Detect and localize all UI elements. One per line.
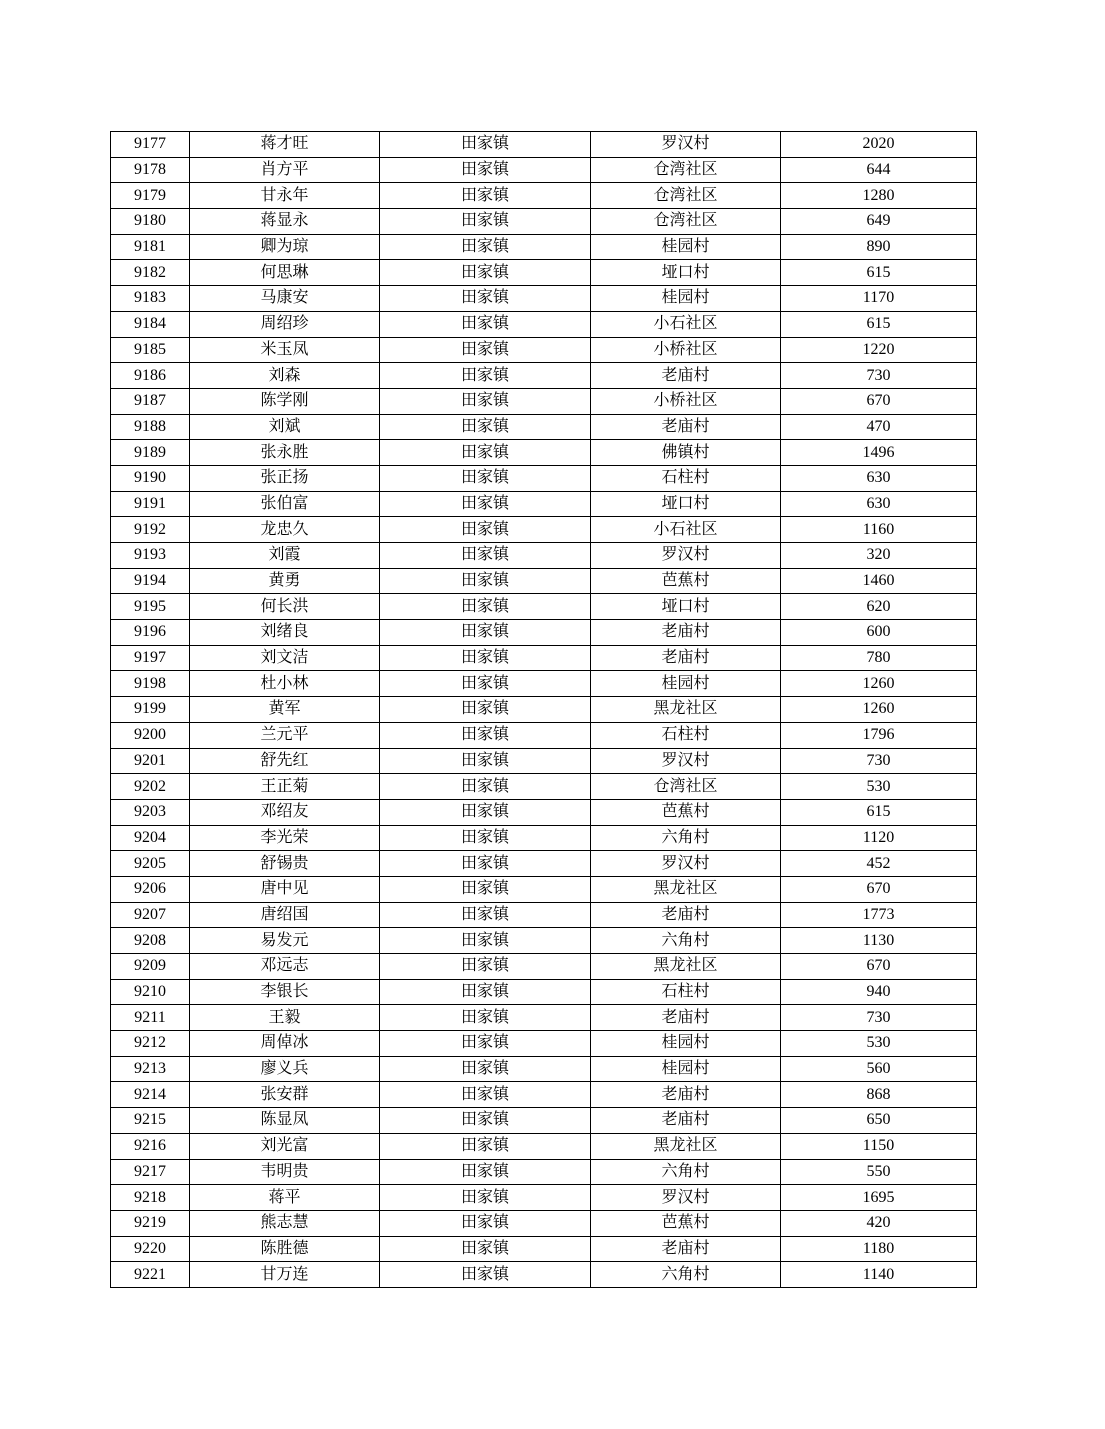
amount-cell: 649	[781, 209, 977, 235]
table-row	[111, 234, 977, 260]
village-cell: 罗汉村	[591, 543, 781, 569]
amount-cell: 1120	[781, 825, 977, 851]
town-cell: 田家镇	[380, 620, 591, 646]
village-cell: 六角村	[591, 1159, 781, 1185]
id-cell: 9199	[111, 697, 190, 723]
amount-cell: 670	[781, 954, 977, 980]
name-cell: 邓绍友	[190, 799, 380, 825]
village-cell: 黑龙社区	[591, 697, 781, 723]
village-cell: 黑龙社区	[591, 1133, 781, 1159]
amount-cell: 1160	[781, 517, 977, 543]
town-cell: 田家镇	[380, 1210, 591, 1236]
id-cell: 9185	[111, 337, 190, 363]
name-cell: 周绍珍	[190, 311, 380, 337]
table-row	[111, 671, 977, 697]
id-cell: 9210	[111, 979, 190, 1005]
amount-cell: 320	[781, 543, 977, 569]
amount-cell: 890	[781, 234, 977, 260]
village-cell: 小石社区	[591, 517, 781, 543]
amount-cell: 670	[781, 388, 977, 414]
amount-cell: 670	[781, 876, 977, 902]
id-cell: 9200	[111, 722, 190, 748]
name-cell: 陈胜德	[190, 1236, 380, 1262]
village-cell: 罗汉村	[591, 748, 781, 774]
id-cell: 9212	[111, 1031, 190, 1057]
amount-cell: 1280	[781, 183, 977, 209]
table-row	[111, 1262, 977, 1288]
table-row	[111, 620, 977, 646]
table-row	[111, 851, 977, 877]
town-cell: 田家镇	[380, 774, 591, 800]
table-row	[111, 568, 977, 594]
id-cell: 9220	[111, 1236, 190, 1262]
name-cell: 蒋平	[190, 1185, 380, 1211]
id-cell: 9189	[111, 440, 190, 466]
name-cell: 张正扬	[190, 465, 380, 491]
name-cell: 杜小林	[190, 671, 380, 697]
id-cell: 9201	[111, 748, 190, 774]
id-cell: 9179	[111, 183, 190, 209]
town-cell: 田家镇	[380, 517, 591, 543]
amount-cell: 1150	[781, 1133, 977, 1159]
amount-cell: 615	[781, 311, 977, 337]
town-cell: 田家镇	[380, 1133, 591, 1159]
village-cell: 石柱村	[591, 722, 781, 748]
id-cell: 9182	[111, 260, 190, 286]
id-cell: 9184	[111, 311, 190, 337]
amount-cell: 940	[781, 979, 977, 1005]
table-row	[111, 645, 977, 671]
amount-cell: 730	[781, 1005, 977, 1031]
name-cell: 蒋才旺	[190, 132, 380, 158]
table-row	[111, 543, 977, 569]
town-cell: 田家镇	[380, 1185, 591, 1211]
id-cell: 9215	[111, 1108, 190, 1134]
village-cell: 仓湾社区	[591, 209, 781, 235]
id-cell: 9202	[111, 774, 190, 800]
name-cell: 蒋显永	[190, 209, 380, 235]
table-row	[111, 1056, 977, 1082]
table-row	[111, 209, 977, 235]
village-cell: 佛镇村	[591, 440, 781, 466]
name-cell: 刘斌	[190, 414, 380, 440]
village-cell: 小桥社区	[591, 337, 781, 363]
name-cell: 黄勇	[190, 568, 380, 594]
amount-cell: 1260	[781, 697, 977, 723]
town-cell: 田家镇	[380, 311, 591, 337]
table-row	[111, 594, 977, 620]
table-row	[111, 799, 977, 825]
town-cell: 田家镇	[380, 748, 591, 774]
table-row	[111, 260, 977, 286]
name-cell: 马康安	[190, 286, 380, 312]
village-cell: 桂园村	[591, 671, 781, 697]
village-cell: 老庙村	[591, 1108, 781, 1134]
village-cell: 罗汉村	[591, 132, 781, 158]
town-cell: 田家镇	[380, 209, 591, 235]
town-cell: 田家镇	[380, 1082, 591, 1108]
name-cell: 李光荣	[190, 825, 380, 851]
amount-cell: 1695	[781, 1185, 977, 1211]
amount-cell: 1260	[781, 671, 977, 697]
id-cell: 9191	[111, 491, 190, 517]
id-cell: 9221	[111, 1262, 190, 1288]
town-cell: 田家镇	[380, 954, 591, 980]
table-row	[111, 414, 977, 440]
name-cell: 米玉凤	[190, 337, 380, 363]
name-cell: 邓远志	[190, 954, 380, 980]
id-cell: 9204	[111, 825, 190, 851]
town-cell: 田家镇	[380, 851, 591, 877]
amount-cell: 560	[781, 1056, 977, 1082]
id-cell: 9219	[111, 1210, 190, 1236]
table-row	[111, 363, 977, 389]
village-cell: 仓湾社区	[591, 157, 781, 183]
name-cell: 唐绍国	[190, 902, 380, 928]
amount-cell: 868	[781, 1082, 977, 1108]
id-cell: 9207	[111, 902, 190, 928]
roster-table-body	[111, 132, 977, 1288]
village-cell: 桂园村	[591, 234, 781, 260]
amount-cell: 1140	[781, 1262, 977, 1288]
town-cell: 田家镇	[380, 1108, 591, 1134]
id-cell: 9211	[111, 1005, 190, 1031]
name-cell: 何思琳	[190, 260, 380, 286]
village-cell: 垭口村	[591, 594, 781, 620]
table-row	[111, 286, 977, 312]
amount-cell: 630	[781, 465, 977, 491]
table-row	[111, 388, 977, 414]
village-cell: 桂园村	[591, 1031, 781, 1057]
id-cell: 9186	[111, 363, 190, 389]
name-cell: 张伯富	[190, 491, 380, 517]
village-cell: 桂园村	[591, 1056, 781, 1082]
amount-cell: 620	[781, 594, 977, 620]
village-cell: 罗汉村	[591, 1185, 781, 1211]
town-cell: 田家镇	[380, 440, 591, 466]
town-cell: 田家镇	[380, 825, 591, 851]
name-cell: 陈显凤	[190, 1108, 380, 1134]
amount-cell: 730	[781, 363, 977, 389]
name-cell: 周倬冰	[190, 1031, 380, 1057]
table-row	[111, 337, 977, 363]
name-cell: 甘万连	[190, 1262, 380, 1288]
name-cell: 刘文洁	[190, 645, 380, 671]
table-row	[111, 183, 977, 209]
village-cell: 石柱村	[591, 465, 781, 491]
table-row	[111, 954, 977, 980]
village-cell: 老庙村	[591, 620, 781, 646]
name-cell: 王正菊	[190, 774, 380, 800]
roster-table	[110, 131, 977, 1288]
id-cell: 9181	[111, 234, 190, 260]
amount-cell: 600	[781, 620, 977, 646]
town-cell: 田家镇	[380, 286, 591, 312]
amount-cell: 1496	[781, 440, 977, 466]
id-cell: 9177	[111, 132, 190, 158]
town-cell: 田家镇	[380, 414, 591, 440]
id-cell: 9180	[111, 209, 190, 235]
table-row	[111, 876, 977, 902]
table-row	[111, 1210, 977, 1236]
name-cell: 卿为琼	[190, 234, 380, 260]
village-cell: 老庙村	[591, 1082, 781, 1108]
town-cell: 田家镇	[380, 645, 591, 671]
name-cell: 龙忠久	[190, 517, 380, 543]
table-row	[111, 774, 977, 800]
table-row	[111, 1159, 977, 1185]
name-cell: 舒先红	[190, 748, 380, 774]
id-cell: 9213	[111, 1056, 190, 1082]
village-cell: 小桥社区	[591, 388, 781, 414]
village-cell: 垭口村	[591, 260, 781, 286]
table-row	[111, 928, 977, 954]
amount-cell: 452	[781, 851, 977, 877]
name-cell: 廖义兵	[190, 1056, 380, 1082]
name-cell: 李银长	[190, 979, 380, 1005]
name-cell: 唐中见	[190, 876, 380, 902]
id-cell: 9197	[111, 645, 190, 671]
amount-cell: 1460	[781, 568, 977, 594]
name-cell: 韦明贵	[190, 1159, 380, 1185]
village-cell: 黑龙社区	[591, 876, 781, 902]
id-cell: 9193	[111, 543, 190, 569]
table-row	[111, 1236, 977, 1262]
table-row	[111, 517, 977, 543]
amount-cell: 1796	[781, 722, 977, 748]
id-cell: 9218	[111, 1185, 190, 1211]
name-cell: 熊志慧	[190, 1210, 380, 1236]
table-row	[111, 1082, 977, 1108]
village-cell: 仓湾社区	[591, 774, 781, 800]
id-cell: 9196	[111, 620, 190, 646]
amount-cell: 1220	[781, 337, 977, 363]
name-cell: 刘光富	[190, 1133, 380, 1159]
town-cell: 田家镇	[380, 234, 591, 260]
town-cell: 田家镇	[380, 183, 591, 209]
town-cell: 田家镇	[380, 337, 591, 363]
amount-cell: 2020	[781, 132, 977, 158]
table-row	[111, 748, 977, 774]
town-cell: 田家镇	[380, 568, 591, 594]
village-cell: 六角村	[591, 825, 781, 851]
village-cell: 垭口村	[591, 491, 781, 517]
table-row	[111, 1031, 977, 1057]
village-cell: 芭蕉村	[591, 568, 781, 594]
name-cell: 肖方平	[190, 157, 380, 183]
amount-cell: 470	[781, 414, 977, 440]
village-cell: 老庙村	[591, 645, 781, 671]
village-cell: 桂园村	[591, 286, 781, 312]
village-cell: 六角村	[591, 928, 781, 954]
id-cell: 9206	[111, 876, 190, 902]
name-cell: 兰元平	[190, 722, 380, 748]
amount-cell: 650	[781, 1108, 977, 1134]
village-cell: 黑龙社区	[591, 954, 781, 980]
id-cell: 9190	[111, 465, 190, 491]
town-cell: 田家镇	[380, 543, 591, 569]
amount-cell: 1773	[781, 902, 977, 928]
town-cell: 田家镇	[380, 132, 591, 158]
name-cell: 刘森	[190, 363, 380, 389]
name-cell: 何长洪	[190, 594, 380, 620]
table-row	[111, 1005, 977, 1031]
table-row	[111, 825, 977, 851]
amount-cell: 615	[781, 260, 977, 286]
amount-cell: 644	[781, 157, 977, 183]
name-cell: 张安群	[190, 1082, 380, 1108]
id-cell: 9217	[111, 1159, 190, 1185]
village-cell: 六角村	[591, 1262, 781, 1288]
id-cell: 9178	[111, 157, 190, 183]
name-cell: 刘绪良	[190, 620, 380, 646]
town-cell: 田家镇	[380, 388, 591, 414]
town-cell: 田家镇	[380, 491, 591, 517]
town-cell: 田家镇	[380, 671, 591, 697]
id-cell: 9187	[111, 388, 190, 414]
table-row	[111, 157, 977, 183]
name-cell: 黄军	[190, 697, 380, 723]
amount-cell: 630	[781, 491, 977, 517]
amount-cell: 615	[781, 799, 977, 825]
amount-cell: 1170	[781, 286, 977, 312]
table-row	[111, 132, 977, 158]
town-cell: 田家镇	[380, 1159, 591, 1185]
name-cell: 王毅	[190, 1005, 380, 1031]
table-row	[111, 1108, 977, 1134]
town-cell: 田家镇	[380, 1031, 591, 1057]
amount-cell: 530	[781, 774, 977, 800]
id-cell: 9203	[111, 799, 190, 825]
town-cell: 田家镇	[380, 1056, 591, 1082]
village-cell: 芭蕉村	[591, 799, 781, 825]
amount-cell: 780	[781, 645, 977, 671]
amount-cell: 1180	[781, 1236, 977, 1262]
town-cell: 田家镇	[380, 697, 591, 723]
id-cell: 9216	[111, 1133, 190, 1159]
village-cell: 石柱村	[591, 979, 781, 1005]
table-row	[111, 311, 977, 337]
village-cell: 老庙村	[591, 1005, 781, 1031]
table-row	[111, 902, 977, 928]
town-cell: 田家镇	[380, 465, 591, 491]
id-cell: 9205	[111, 851, 190, 877]
id-cell: 9195	[111, 594, 190, 620]
village-cell: 罗汉村	[591, 851, 781, 877]
town-cell: 田家镇	[380, 902, 591, 928]
id-cell: 9214	[111, 1082, 190, 1108]
village-cell: 小石社区	[591, 311, 781, 337]
id-cell: 9192	[111, 517, 190, 543]
village-cell: 老庙村	[591, 414, 781, 440]
town-cell: 田家镇	[380, 260, 591, 286]
name-cell: 易发元	[190, 928, 380, 954]
amount-cell: 550	[781, 1159, 977, 1185]
town-cell: 田家镇	[380, 594, 591, 620]
town-cell: 田家镇	[380, 928, 591, 954]
town-cell: 田家镇	[380, 979, 591, 1005]
town-cell: 田家镇	[380, 876, 591, 902]
village-cell: 芭蕉村	[591, 1210, 781, 1236]
name-cell: 刘霞	[190, 543, 380, 569]
name-cell: 舒锡贵	[190, 851, 380, 877]
table-row	[111, 491, 977, 517]
town-cell: 田家镇	[380, 799, 591, 825]
village-cell: 老庙村	[591, 1236, 781, 1262]
table-row	[111, 440, 977, 466]
table-row	[111, 722, 977, 748]
id-cell: 9183	[111, 286, 190, 312]
town-cell: 田家镇	[380, 1005, 591, 1031]
table-row	[111, 1133, 977, 1159]
town-cell: 田家镇	[380, 157, 591, 183]
amount-cell: 730	[781, 748, 977, 774]
table-row	[111, 1185, 977, 1211]
amount-cell: 530	[781, 1031, 977, 1057]
table-row	[111, 465, 977, 491]
village-cell: 老庙村	[591, 902, 781, 928]
name-cell: 张永胜	[190, 440, 380, 466]
village-cell: 老庙村	[591, 363, 781, 389]
id-cell: 9208	[111, 928, 190, 954]
name-cell: 陈学刚	[190, 388, 380, 414]
town-cell: 田家镇	[380, 1262, 591, 1288]
amount-cell: 420	[781, 1210, 977, 1236]
table-row	[111, 979, 977, 1005]
town-cell: 田家镇	[380, 722, 591, 748]
name-cell: 甘永年	[190, 183, 380, 209]
town-cell: 田家镇	[380, 363, 591, 389]
id-cell: 9194	[111, 568, 190, 594]
amount-cell: 1130	[781, 928, 977, 954]
village-cell: 仓湾社区	[591, 183, 781, 209]
table-row	[111, 697, 977, 723]
id-cell: 9198	[111, 671, 190, 697]
id-cell: 9209	[111, 954, 190, 980]
town-cell: 田家镇	[380, 1236, 591, 1262]
id-cell: 9188	[111, 414, 190, 440]
